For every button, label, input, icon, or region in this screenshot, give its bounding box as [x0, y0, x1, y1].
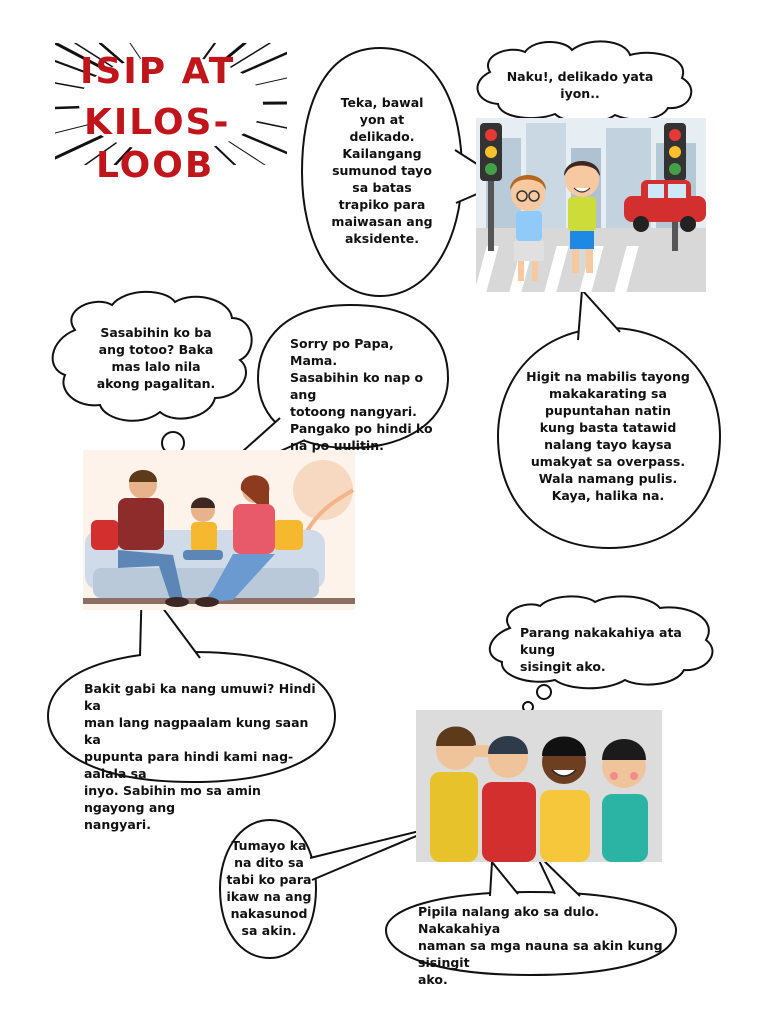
thought-girl-text: Naku!, delikado yata iyon.. [506, 69, 654, 101]
queue-illustration [416, 710, 662, 862]
title-line-3: LOOB [96, 145, 215, 186]
speech-girl-text: Teka, bawal yon at delikado. Kailangang sumunod tayo sa batas trapiko para maiwasan ang aksidente. [331, 95, 433, 246]
thought-queue-text: Parang nakakahiya ata kung sisingit ako. [520, 625, 682, 674]
speech-boy-queue-text: Pipila nalang ako sa dulo. Nakakahiya naman sa mga nauna sa akin kung sisingit ako. [418, 904, 663, 987]
title-line-1: ISIP AT [80, 51, 236, 92]
speech-child-text: Sorry po Papa, Mama. Sasabihin ko nap o ang totoong nangyari. Pangako po hindi ko na po uulitin. [290, 336, 433, 453]
title-line-2: KILOS- [84, 102, 231, 143]
family-illustration [83, 450, 355, 610]
speech-boy-crosswalk-text: Higit na mabilis tayong makakarating sa pupuntahan natin kung basta tatawid nalang tayo kaysa umakyat sa overpass. Wala namang pulis. Kaya, halika na. [526, 369, 690, 503]
speech-parent-text: Bakit gabi ka nang umuwi? Hindi ka man lang nagpaalam kung saan ka pupunta para hindi kami nag-aalala sa inyo. Sabihin mo sa amin ngayong ang nangyari. [84, 681, 316, 832]
thought-child-text: Sasabihin ko ba ang totoo? Baka mas lalo nila akong pagalitan. [96, 325, 216, 391]
crosswalk-illustration [476, 118, 706, 292]
speech-friend-text: Tumayo ka na dito sa tabi ko para ikaw na ang nakasunod sa akin. [226, 838, 312, 938]
